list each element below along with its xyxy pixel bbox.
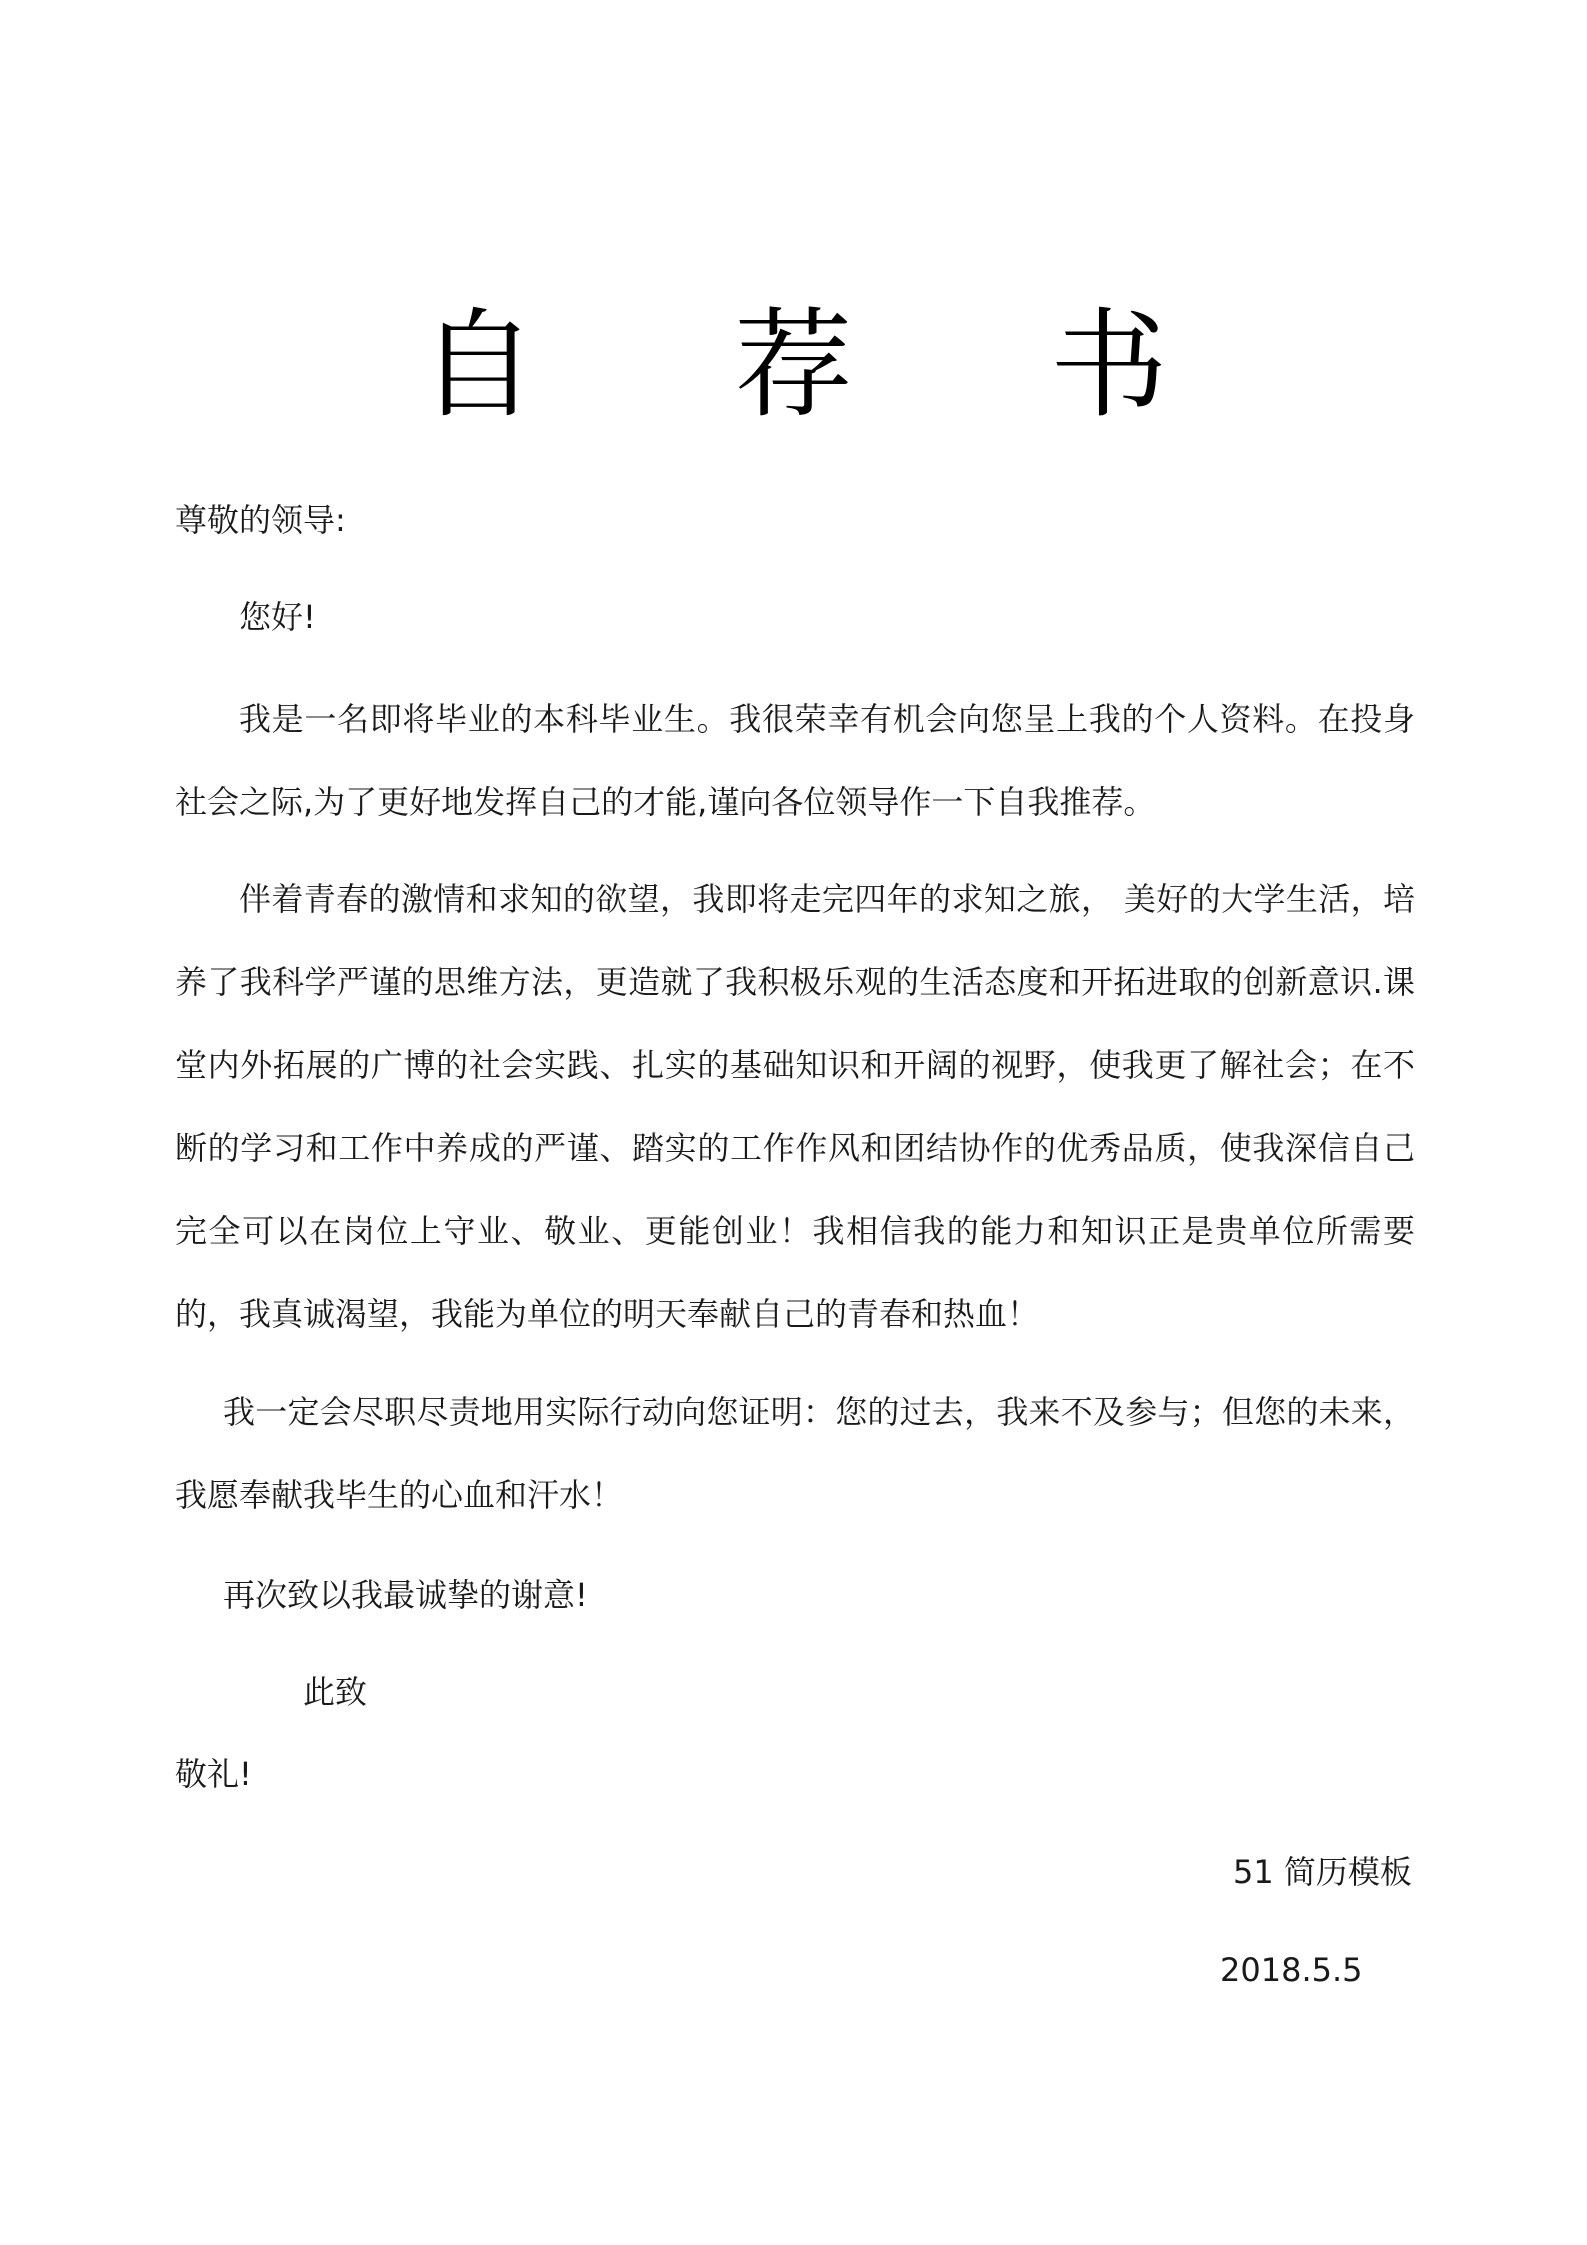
- greeting: 您好!: [239, 598, 316, 636]
- salutation: 尊敬的领导:: [175, 501, 346, 539]
- page-title: 自 荐 书: [418, 296, 1249, 434]
- closing-ci-zhi: 此致: [303, 1673, 368, 1711]
- date: 2018.5.5: [1220, 1951, 1363, 1989]
- thanks-line: 再次致以我最诚挚的谢意!: [223, 1576, 588, 1614]
- paragraph-intro: 我是一名即将毕业的本科毕业生。我很荣幸有机会向您呈上我的个人资料。在投身社会之际,为了更好地发挥自己的才能,谨向各位领导作一下自我推荐。: [175, 700, 1415, 821]
- paragraph-commitment: 我一定会尽职尽责地用实际行动向您证明：您的过去，我来不及参与；但您的未来，我愿奉献我毕生的心血和汗水！: [175, 1393, 1415, 1514]
- signature: 51 简历模板: [1233, 1853, 1412, 1891]
- paragraph-experience: 伴着青春的激情和求知的欲望，我即将走完四年的求知之旅， 美好的大学生活，培养了我科学严谨的思维方法，更造就了我积极乐观的生活态度和开拓进取的创新意识.课堂内外拓展的广博的社会实践、扎实的基础知识和开阔的视野，使我更了解社会；在不断的学习和工作中养成的严谨、踏实的工作作风和团结协作的优秀品质，使我深信自己完全可以在岗位上守业、敬业、更能创业！我相信我的能力和知识正是贵单位所需要的，我真诚渴望，我能为单位的明天奉献自己的青春和热血！: [175, 880, 1415, 1333]
- closing-jing-li: 敬礼!: [175, 1755, 252, 1793]
